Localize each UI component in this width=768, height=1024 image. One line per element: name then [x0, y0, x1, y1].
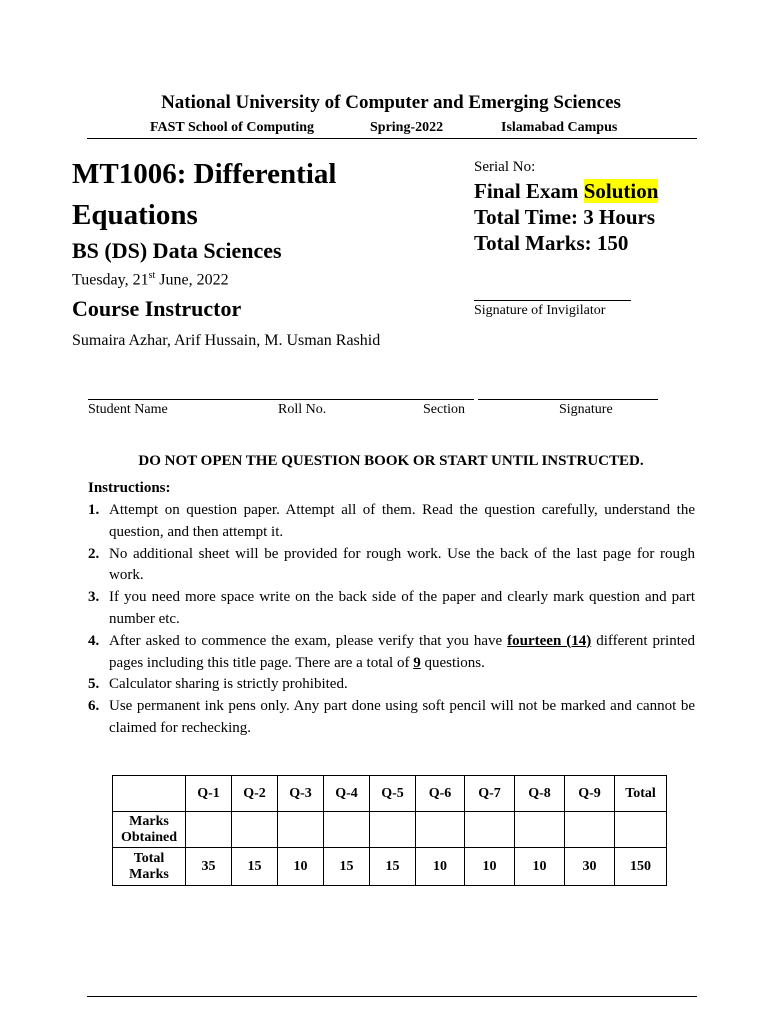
marks-obtained-cell[interactable]: [186, 812, 232, 848]
table-header-cell: Q-4: [324, 776, 370, 812]
question-count: 9: [413, 654, 421, 671]
campus-name: Islamabad Campus: [501, 120, 618, 135]
total-marks-cell: 15: [232, 848, 278, 886]
school-name: FAST School of Computing: [150, 120, 315, 135]
total-marks-cell: 10: [278, 848, 324, 886]
total-marks-cell: 35: [186, 848, 232, 886]
table-header-row: [113, 776, 667, 812]
marks-obtained-cell[interactable]: [615, 812, 667, 848]
exam-type: Final Exam Solution: [474, 179, 659, 203]
marks-obtained-row: [113, 812, 667, 848]
marks-obtained-cell[interactable]: [370, 812, 416, 848]
instruction-item: 3. If you need more space write on the back side of the paper and clearly mark question and part number etc.: [88, 589, 695, 627]
total-marks-cell: 10: [465, 848, 515, 886]
student-signature-line: [478, 399, 658, 400]
marks-obtained-cell[interactable]: [465, 812, 515, 848]
table-header-cell: Q-5: [370, 776, 416, 812]
marks-obtained-cell[interactable]: [416, 812, 465, 848]
serial-number-label: Serial No:: [474, 159, 536, 175]
course-title-line2: Equations: [72, 199, 198, 231]
marks-table: [112, 775, 667, 886]
instructions-heading: Instructions:: [88, 480, 171, 496]
instructor-names: Sumaira Azhar, Arif Hussain, M. Usman Rashid: [72, 332, 381, 349]
instruction-item: 6. Use permanent ink pens only. Any part done using soft pencil will not be marked and cannot be claimed for rechecking.: [88, 698, 695, 736]
semester: Spring-2022: [370, 120, 444, 135]
marks-obtained-cell[interactable]: [565, 812, 615, 848]
total-marks-cell: 10: [515, 848, 565, 886]
table-header-cell: Q-6: [416, 776, 465, 812]
header-divider: [87, 138, 697, 139]
signature-label: Signature: [559, 402, 613, 417]
course-title-line1: MT1006: Differential: [72, 158, 337, 190]
total-marks: Total Marks: 150: [474, 231, 629, 255]
invigilator-signature-line: [474, 300, 631, 301]
row-label-marks-obtained: Marks Obtained: [113, 812, 186, 848]
page-count: fourteen (14): [507, 632, 592, 649]
marks-obtained-cell[interactable]: [515, 812, 565, 848]
marks-obtained-cell[interactable]: [324, 812, 370, 848]
table-cell: [113, 776, 186, 812]
instructions-list: [88, 500, 695, 740]
do-not-open-warning: DO NOT OPEN THE QUESTION BOOK OR START UNTIL INSTRUCTED.: [138, 453, 644, 469]
table-header-cell: Q-2: [232, 776, 278, 812]
university-name: National University of Computer and Emerging Sciences: [161, 92, 621, 113]
table-header-cell: Q-9: [565, 776, 615, 812]
table-header-cell: Q-3: [278, 776, 324, 812]
total-marks-cell: 150: [615, 848, 667, 886]
solution-highlight: Solution: [583, 179, 659, 203]
student-info-line: [88, 399, 474, 400]
student-name-label: Student Name: [88, 402, 168, 417]
instruction-item: 4. After asked to commence the exam, please verify that you have fourteen (14) different printed pages including this title page. There are a total of 9 questions.: [88, 632, 696, 671]
instruction-item: 1. Attempt on question paper. Attempt all of them. Read the question carefully, understand the question, and then attempt it.: [88, 502, 695, 540]
row-label-total-marks: Total Marks: [113, 848, 186, 886]
table-header-cell: Q-7: [465, 776, 515, 812]
table-header-cell: Q-1: [186, 776, 232, 812]
total-marks-cell: 15: [324, 848, 370, 886]
marks-obtained-cell[interactable]: [232, 812, 278, 848]
total-marks-cell: 30: [565, 848, 615, 886]
table-header-cell: Total: [615, 776, 667, 812]
section-label: Section: [423, 402, 465, 417]
footer-divider: [87, 996, 697, 997]
invigilator-signature-label: Signature of Invigilator: [474, 303, 606, 318]
exam-date: Tuesday, 21st June, 2022: [72, 270, 229, 289]
total-marks-cell: 10: [416, 848, 465, 886]
roll-number-label: Roll No.: [278, 402, 327, 417]
instruction-item: 5. Calculator sharing is strictly prohibited.: [88, 676, 348, 693]
total-marks-cell: 15: [370, 848, 416, 886]
marks-obtained-cell[interactable]: [278, 812, 324, 848]
program-name: BS (DS) Data Sciences: [72, 238, 282, 263]
total-time: Total Time: 3 Hours: [474, 205, 656, 229]
course-instructor-heading: Course Instructor: [72, 296, 242, 321]
instruction-item: 2. No additional sheet will be provided for rough work. Use the back of the last page for rough work.: [88, 545, 695, 584]
total-marks-row: [113, 848, 667, 886]
table-header-cell: Q-8: [515, 776, 565, 812]
